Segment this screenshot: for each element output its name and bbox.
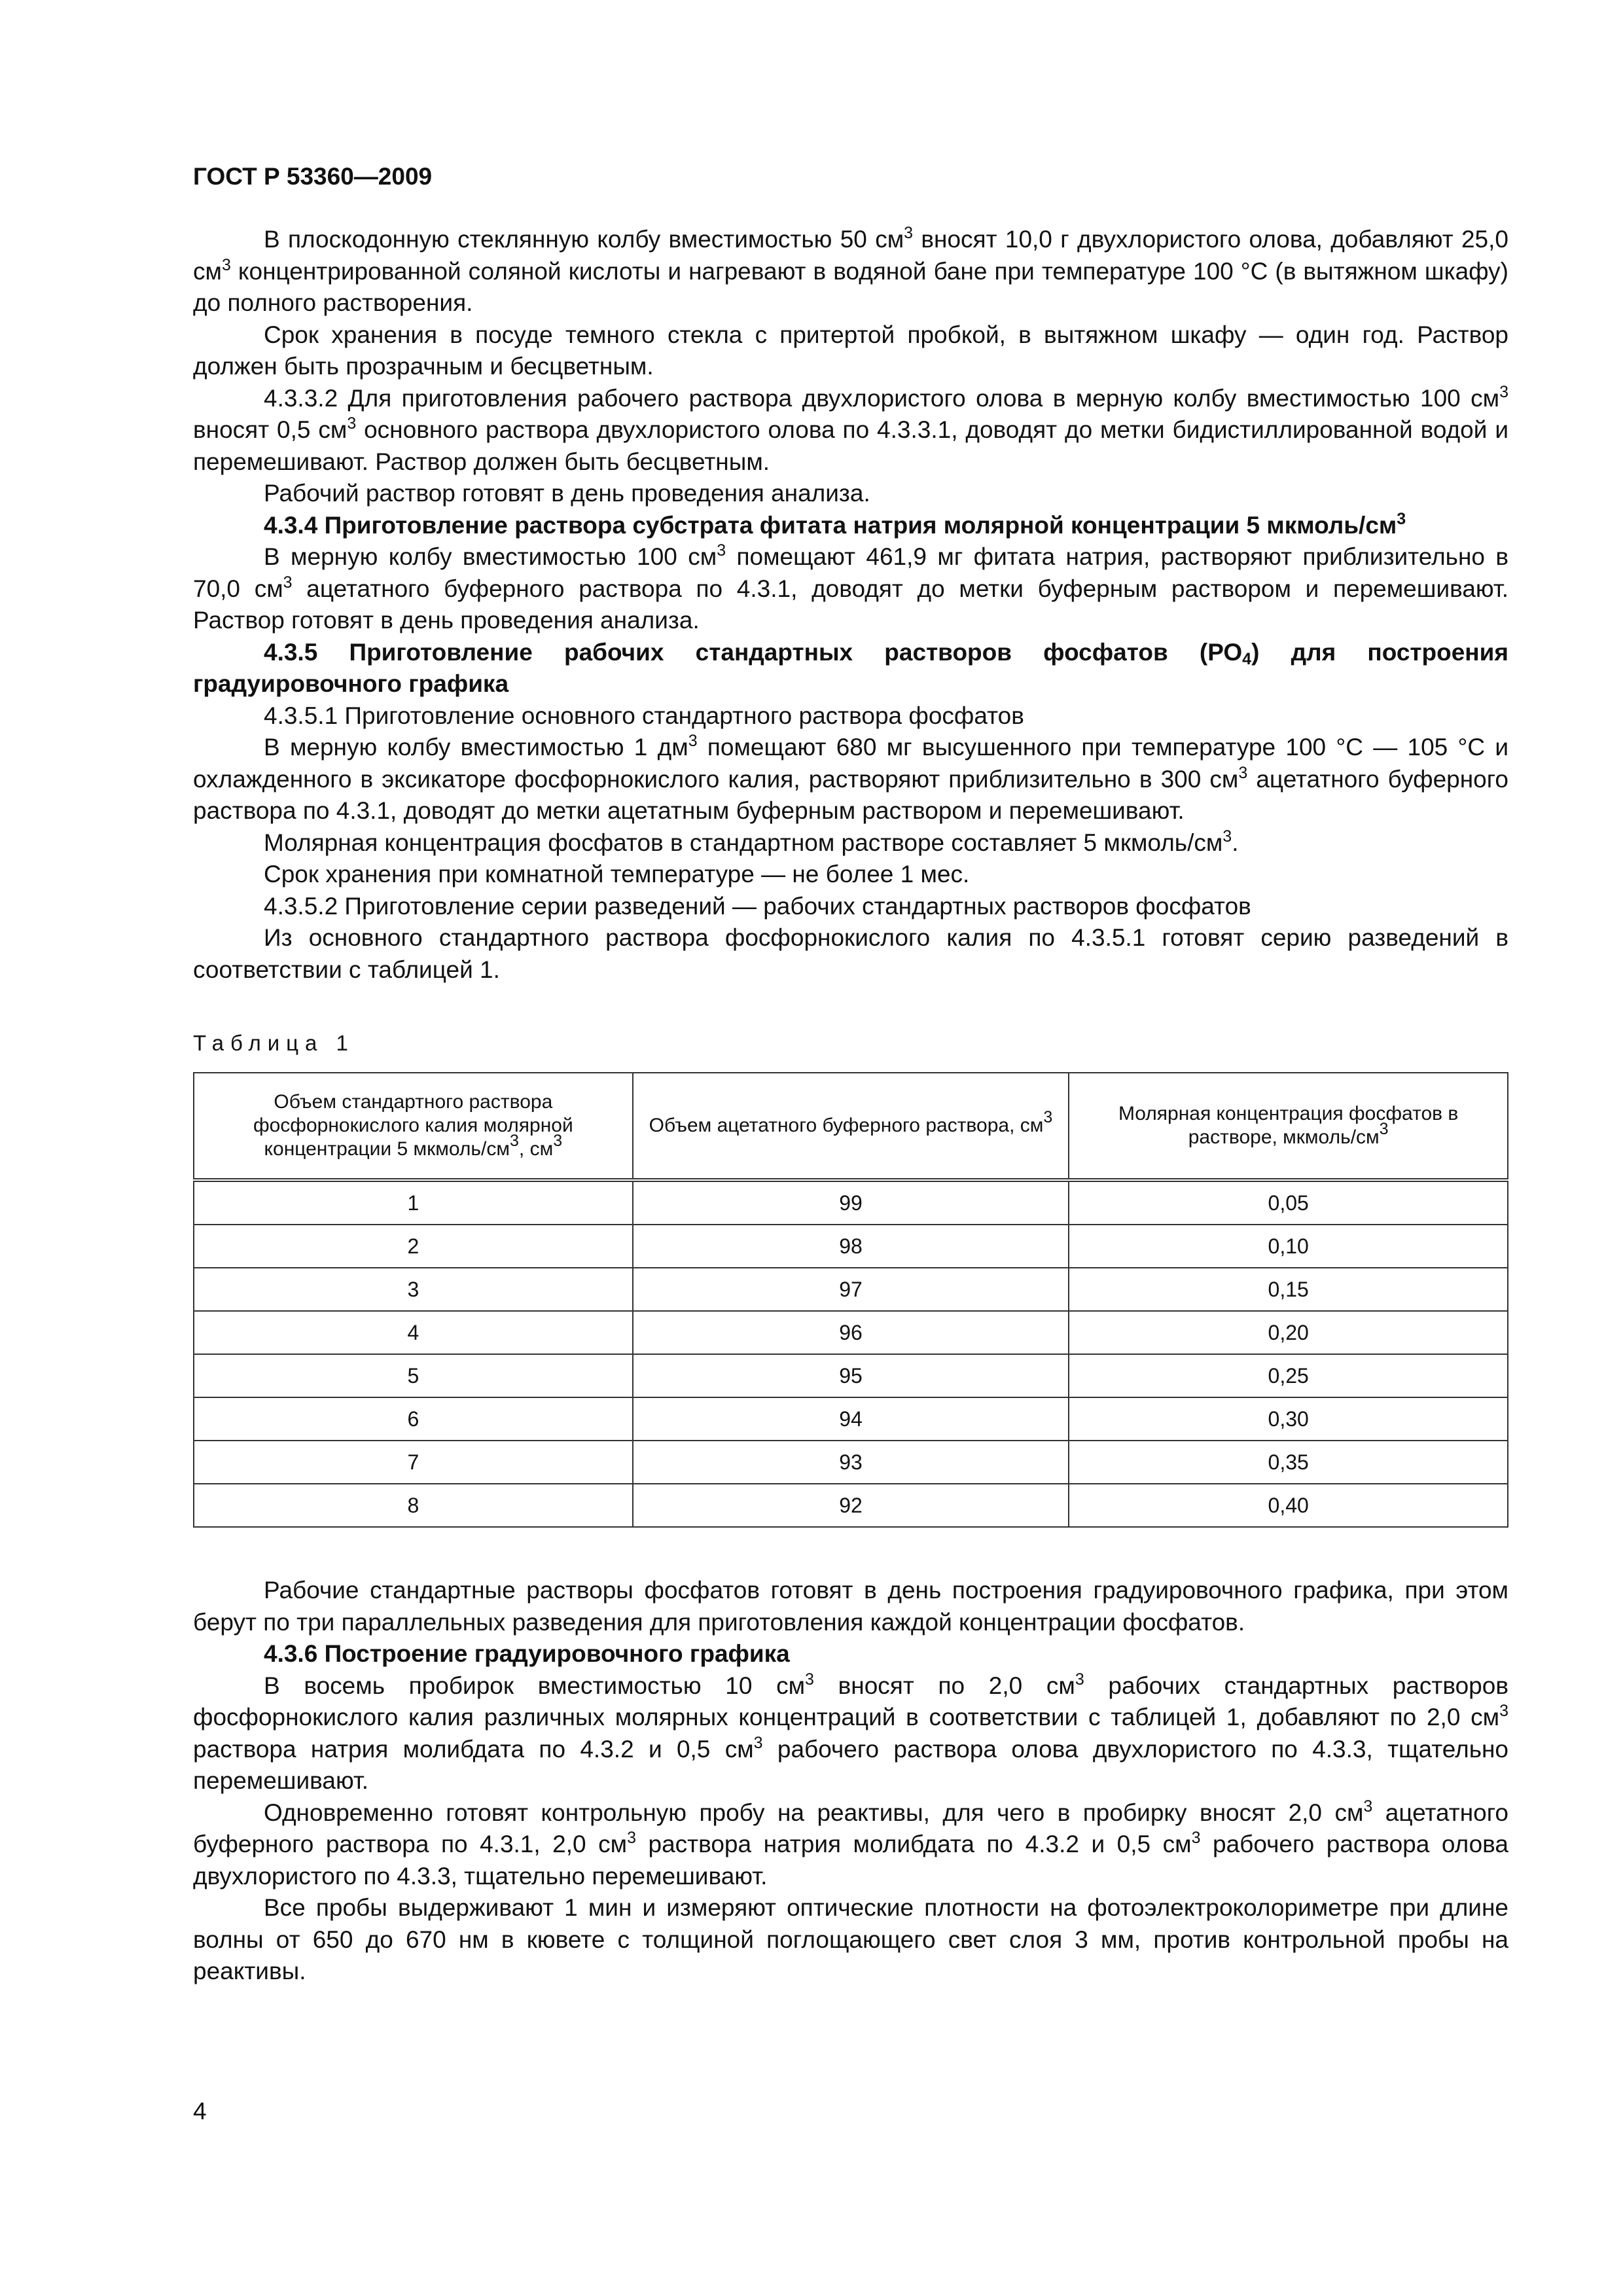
table-cell: 3 [194, 1268, 633, 1311]
table-cell: 96 [633, 1311, 1069, 1354]
table-cell: 7 [194, 1441, 633, 1484]
paragraph-14: Одновременно готовят контрольную пробу на реактивы, для чего в пробирку вносят 2,0 $см^3$ ацетатного буферного раствора по 4.3.1, 2,0 $см^3$ раствора натрия молибдата по 4.3.2 и 0,5 $см^3$ рабочего раствора олова двухлористого по 4.3.3, тщательно перемешивают. [193, 1797, 1508, 1890]
table-cell: 0,25 [1069, 1354, 1508, 1397]
paragraph-5: В мерную колбу вместимостью 100 $см^3$ помещают 461,9 мг фитата натрия, растворяют приблизительно в 70,0 $см^3$ ацетатного буферного раствора по 4.3.1, доводят до метки буферным раствором и перемешивают. Раствор готовят в день проведения анализа. [193, 541, 1508, 634]
document-header: ГОСТ Р 53360—2009 [193, 163, 433, 190]
paragraph-8: Молярная концентрация фосфатов в стандартном растворе составляет 5 мкмоль/$см^3$. [264, 827, 1239, 856]
table-row [194, 1484, 1508, 1527]
table-cell: 2 [194, 1225, 633, 1268]
table-row [194, 1397, 1508, 1441]
table-header-cell: Объем ацетатного буферного раствора, $см^3$ [633, 1073, 1069, 1180]
table-cell: 98 [633, 1225, 1069, 1268]
paragraph-1: В плоскодонную стеклянную колбу вместимостью 50 $см^3$ вносят 10,0 г двухлористого олова, добавляют 25,0 $см^3$ концентрированной соляной кислоты и нагревают в водяной бане при температуре 100 °С (в вытяжном шкафу) до полного растворения. [193, 224, 1508, 316]
document-page [193, 160, 1508, 1988]
table-row [194, 1180, 1508, 1225]
paragraph-12: Рабочие стандартные растворы фосфатов готовят в день построения градуировочного графика, при этом берут по три параллельных разведения для приготовления каждой концентрации фосфатов. [193, 1577, 1508, 1636]
table-cell: 94 [633, 1397, 1069, 1441]
table-cell: 97 [633, 1268, 1069, 1311]
table-row [194, 1354, 1508, 1397]
table-cell: 6 [194, 1397, 633, 1441]
table-cell: 95 [633, 1354, 1069, 1397]
table-cell: 0,20 [1069, 1311, 1508, 1354]
paragraph-10: 4.3.5.2 Приготовление серии разведений — рабочих стандартных растворов фосфатов [264, 892, 1251, 920]
table-header-row [194, 1073, 1508, 1180]
paragraph-4: Рабочий раствор готовят в день проведения анализа. [264, 480, 870, 507]
paragraph-11: Из основного стандартного раствора фосфорнокислого калия по 4.3.5.1 готовят серию разведений в соответствии с таблицей 1. [193, 924, 1508, 983]
paragraph-13: В восемь пробирок вместимостью 10 $см^3$ вносят по 2,0 $см^3$ рабочих стандартных растворов фосфорнокислого калия различных молярных концентраций в соответствии с таблицей 1, добавляют по 2,0 $см^3$ раствора натрия молибдата по 4.3.2 и 0,5 $см^3$ рабочего раствора олова двухлористого по 4.3.3, тщательно перемешивают. [193, 1670, 1509, 1794]
table-cell: 0,40 [1069, 1484, 1508, 1527]
paragraph-3: 4.3.3.2 Для приготовления рабочего раствора двухлористого олова в мерную колбу вместимостью 100 $см^3$ вносят 0,5 $см^3$ основного раствора двухлористого олова по 4.3.3.1, доводят до метки бидистиллированной водой и перемешивают. Раствор должен быть бесцветным. [193, 382, 1508, 475]
table-cell: 8 [194, 1484, 633, 1527]
table-header-cell: Объем стандартного раствора фосфорнокислого калия молярной концентрации 5 мкмоль/$см^3$, $см^3$ [194, 1073, 633, 1180]
table-cell: 0,10 [1069, 1225, 1508, 1268]
table-cell: 0,15 [1069, 1268, 1508, 1311]
table-cell: 4 [194, 1311, 633, 1354]
table-row [194, 1225, 1508, 1268]
table-cell: 0,30 [1069, 1397, 1508, 1441]
section-heading-4-3-4: 4.3.4 Приготовление раствора субстрата фитата натрия молярной концентрации 5 мкмоль/$см^3$ [264, 509, 1406, 539]
table-row [194, 1268, 1508, 1311]
section-heading-4-3-6: 4.3.6 Построение градуировочного графика [264, 1640, 790, 1667]
paragraph-9: Срок хранения при комнатной температуре — не более 1 мес. [264, 861, 970, 888]
table-cell: 93 [633, 1441, 1069, 1484]
table-cell: 0,35 [1069, 1441, 1508, 1484]
table-cell: 5 [194, 1354, 633, 1397]
table-caption: Таблица 1 [193, 1031, 355, 1055]
paragraph-7: В мерную колбу вместимостью 1 $дм^3$ помещают 680 мг высушенного при температуре 100 °С — 105 °С и охлажденного в эксикаторе фосфорнокислого калия, растворяют приблизительно в 300 $см^3$ ацетатного буферного раствора по 4.3.1, доводят до метки ацетатным буферным раствором и перемешивают. [193, 732, 1508, 824]
table-cell: 1 [194, 1180, 633, 1225]
table-header-cell: Молярная концентрация фосфатов в растворе, мкмоль/$см^3$ [1069, 1073, 1508, 1180]
paragraph-6: 4.3.5.1 Приготовление основного стандартного раствора фосфатов [264, 702, 1024, 729]
paragraph-15: Все пробы выдерживают 1 мин и измеряют оптические плотности на фотоэлектроколориметре при длине волны от 650 до 670 нм в кювете с толщиной поглощающего свет слоя 3 мм, против контрольной пробы на реактивы. [193, 1894, 1508, 1984]
paragraph-2: Срок хранения в посуде темного стекла с притертой пробкой, в вытяжном шкафу — один год. Раствор должен быть прозрачным и бесцветным. [193, 321, 1508, 380]
dilution-table [193, 1072, 1508, 1528]
table-cell: 92 [633, 1484, 1069, 1527]
table-row [194, 1311, 1508, 1354]
section-heading-4-3-5: 4.3.5 Приготовление рабочих стандартных растворов фосфатов $(РО_4)$ для построения градуировочного графика [193, 638, 1508, 697]
table-cell: 0,05 [1069, 1180, 1508, 1225]
page-number: 4 [193, 2098, 207, 2125]
table-cell: 99 [633, 1180, 1069, 1225]
table-row [194, 1441, 1508, 1484]
